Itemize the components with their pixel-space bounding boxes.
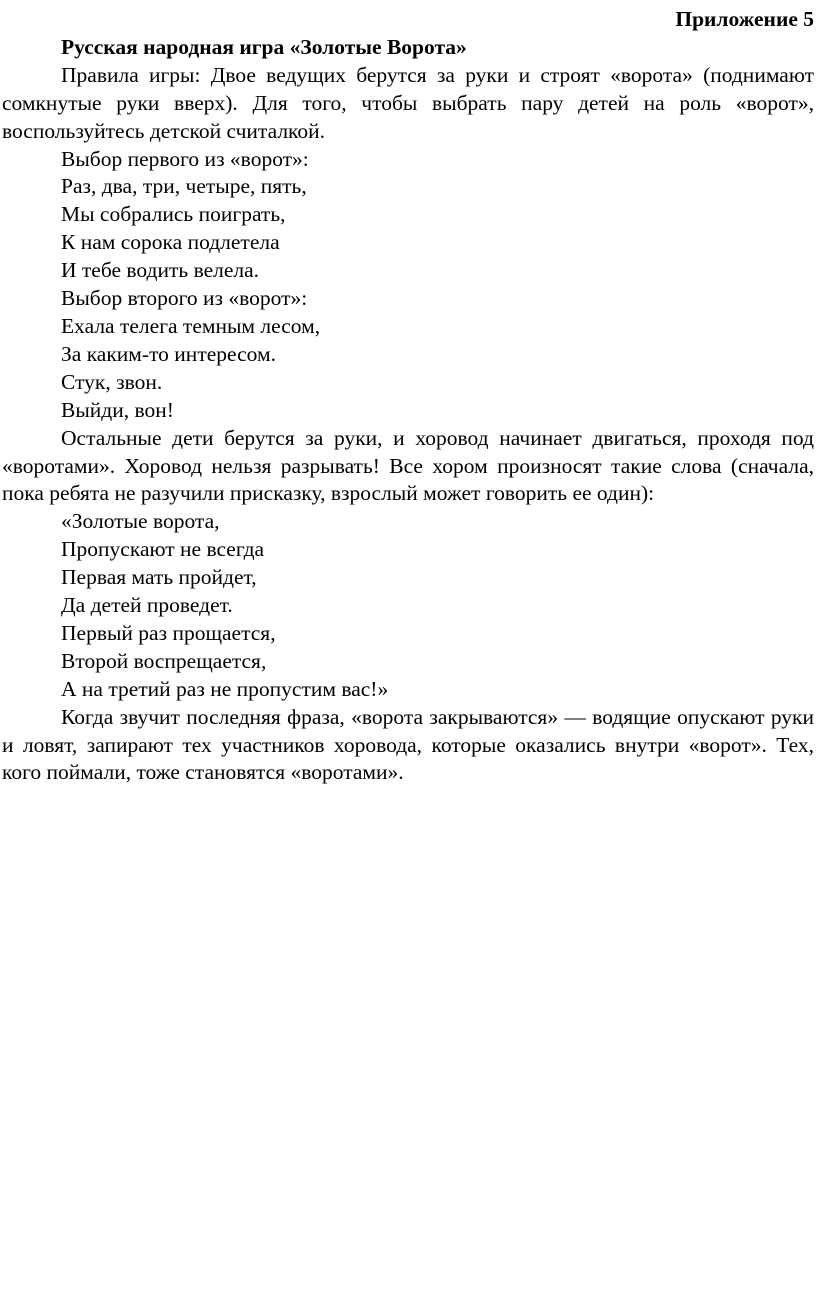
rhyme1-line-3: К нам сорока подлетела: [61, 230, 280, 255]
first-choice-label: Выбор первого из «ворот»:: [61, 146, 309, 171]
final-paragraph: Когда звучит последняя фраза, «ворота закрываются» — водящие опускают руки и ловят, запирают тех участников хоровода, которые оказались внутри «ворот». Тех, кого поймали, тоже становятся «воротами».: [2, 704, 814, 785]
rhyme1-line-2: Мы собрались поиграть,: [61, 202, 286, 227]
rhyme2-line-3: Стук, звон.: [61, 369, 163, 394]
chant-line-5: Первый раз прощается,: [61, 620, 276, 645]
round-dance-paragraph: Остальные дети берутся за руки, и хоровод начинает двигаться, проходя под «воротами». Хоровод нельзя разрывать! Все хором произносят такие слова (сначала, пока ребята не разучили присказку, взрослый может говорить ее один):: [2, 425, 814, 506]
rules-paragraph: Правила игры: Двое ведущих берутся за руки и строят «ворота» (поднимают сомкнутые руки вверх). Для того, чтобы выбрать пару детей на роль «ворот», воспользуйтесь детской считалкой.: [2, 62, 814, 143]
chant-line-3: Первая мать пройдет,: [61, 565, 257, 590]
rhyme1-line-1: Раз, два, три, четыре, пять,: [61, 174, 307, 199]
rhyme2-line-2: За каким-то интересом.: [61, 341, 276, 366]
rhyme2-line-4: Выйди, вон!: [61, 397, 174, 422]
document-title: Русская народная игра «Золотые Ворота»: [61, 34, 467, 59]
rhyme2-line-1: Ехала телега темным лесом,: [61, 313, 321, 338]
chant-line-4: Да детей проведет.: [61, 593, 233, 618]
chant-line-7: А на третий раз не пропустим вас!»: [61, 676, 389, 701]
chant-line-6: Второй воспрещается,: [61, 648, 267, 673]
chant-line-1: «Золотые ворота,: [61, 509, 220, 534]
rhyme1-line-4: И тебе водить велела.: [61, 258, 260, 283]
appendix-label: Приложение 5: [675, 7, 814, 31]
chant-line-2: Пропускают не всегда: [61, 537, 265, 562]
second-choice-label: Выбор второго из «ворот»:: [61, 286, 308, 311]
